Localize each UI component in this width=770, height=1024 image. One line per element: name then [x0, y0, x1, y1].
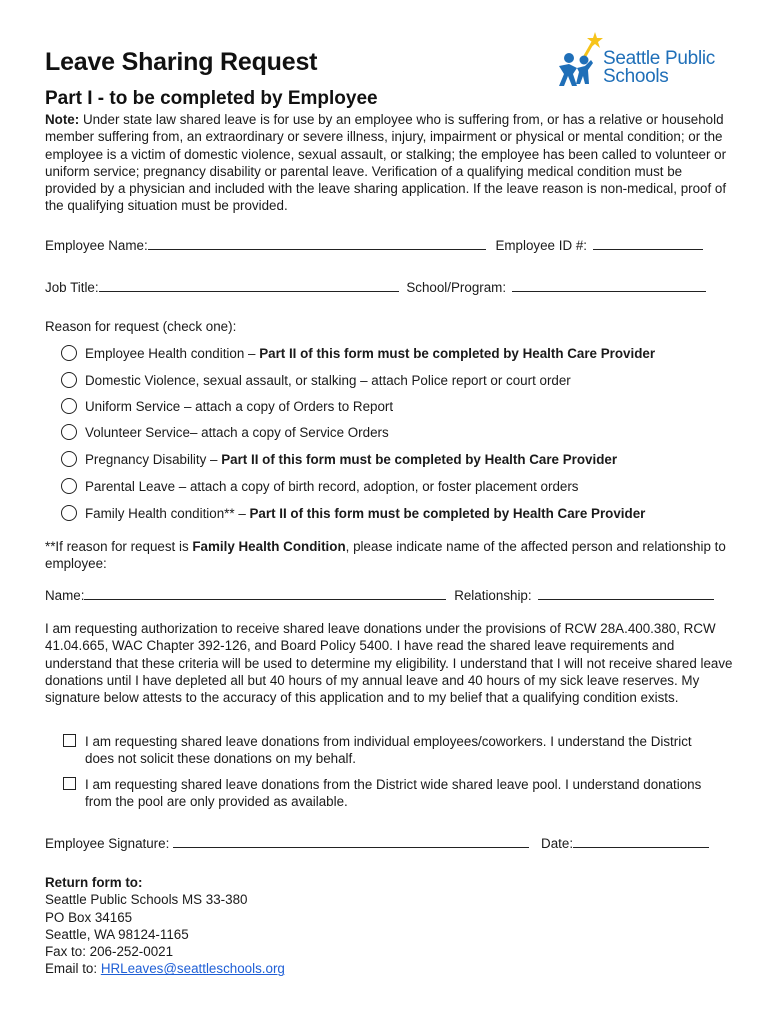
leave-sharing-form — [45, 0, 735, 1024]
reason-option-employee-health[interactable]: Employee Health condition – Part II of this form must be completed by Health Care Provider — [61, 345, 655, 361]
return-line-2: PO Box 34165 — [45, 909, 133, 925]
date-label: Date: — [541, 836, 574, 851]
school-program-field[interactable] — [512, 279, 706, 292]
job-title-label: Job Title: — [45, 280, 99, 295]
email-link[interactable]: HRLeaves@seattleschools.org — [100, 961, 285, 977]
checkbox-individual-donations[interactable]: I am requesting shared leave donations from individual employees/coworkers. I understand the District does not solicit these donations on my behalf. — [63, 733, 723, 768]
reason-option-domestic-violence[interactable]: Domestic Violence, sexual assault, or stalking – attach Police report or court order — [61, 372, 571, 388]
seattle-public-schools-logo — [555, 30, 725, 94]
employee-id-label: Employee ID #: — [495, 238, 587, 253]
radio-button[interactable] — [61, 478, 77, 494]
signature-row — [45, 835, 709, 851]
radio-button[interactable] — [61, 345, 77, 361]
checkbox[interactable] — [63, 777, 76, 790]
radio-button[interactable] — [61, 505, 77, 521]
radio-button[interactable] — [61, 398, 77, 414]
return-line-1: Seattle Public Schools MS 33-380 — [45, 892, 248, 908]
reason-option-uniform-service[interactable]: Uniform Service – attach a copy of Orders to Report — [61, 398, 393, 414]
return-email-row: Email to: HRLeaves@seattleschools.org — [45, 961, 285, 977]
return-address-block — [45, 874, 285, 978]
return-fax: Fax to: 206-252-0021 — [45, 944, 174, 960]
reason-option-family-health[interactable]: Family Health condition** – Part II of this form must be completed by Health Care Provider — [61, 505, 645, 521]
employee-name-field[interactable] — [148, 237, 486, 250]
checkbox[interactable] — [63, 734, 76, 747]
employee-name-label: Employee Name: — [45, 238, 148, 253]
reason-heading: Reason for request (check one): — [45, 319, 237, 334]
relationship-label: Relationship: — [454, 588, 532, 603]
signature-label: Employee Signature: — [45, 836, 170, 851]
date-field[interactable] — [573, 835, 709, 848]
employee-name-row — [45, 237, 703, 253]
return-line-3: Seattle, WA 98124-1165 — [45, 926, 189, 942]
name-label: Name: — [45, 588, 85, 603]
family-health-note: **If reason for request is Family Health Condition, please indicate name of the affected person and relationship to employee: — [45, 539, 726, 572]
return-heading: Return form to: — [45, 875, 143, 890]
radio-button[interactable] — [61, 372, 77, 388]
authorization-paragraph: I am requesting authorization to receive shared leave donations under the provisions of RCW 28A.400.380, RCW 41.04.665, WAC Chapter 392-126, and Board Policy 5400. I have read the shared leave requirements and understand that these criteria will be used to determine my eligibility. I understand that I will not receive shared leave donations until I have depleted all but 40 hours of my annual leave and 40 hours of my sick leave reserves. My signature below attests to the accuracy of this application and to my belief that a qualifying condition exists. — [45, 621, 733, 706]
note-paragraph — [45, 111, 737, 215]
logo-wordmark: Seattle Public Schools — [603, 48, 715, 87]
logo-figures-icon — [555, 30, 605, 94]
note-text: Under state law shared leave is for use by an employee who is suffering from, or has a relative or household member suffering from, an extraordinary or severe illness, injury, impairment or physical or mental condition; or the employee is a victim of domestic violence, sexual assault, or stalking; the employee has been called to volunteer or uniform service; pregnancy disability or parental leave. Verification of a qualifying medical condition must be provided by a physician and included with the leave sharing application. If the leave reason is non-medical, proof of the qualifying situation must be provided. — [45, 112, 727, 214]
employee-id-field[interactable] — [593, 237, 703, 250]
name-field[interactable] — [84, 587, 446, 600]
radio-button[interactable] — [61, 451, 77, 467]
relationship-field[interactable] — [538, 587, 714, 600]
part-one-heading: Part I - to be completed by Employee — [45, 88, 378, 109]
note-label: Note: — [45, 112, 80, 127]
reason-option-volunteer-service[interactable]: Volunteer Service– attach a copy of Service Orders — [61, 424, 389, 440]
job-title-row — [45, 279, 706, 295]
reason-option-parental-leave[interactable]: Parental Leave – attach a copy of birth record, adoption, or foster placement orders — [61, 478, 579, 494]
page-title: Leave Sharing Request — [45, 48, 318, 76]
school-program-label: School/Program: — [406, 280, 507, 295]
signature-field[interactable] — [173, 835, 529, 848]
reason-option-pregnancy-disability[interactable]: Pregnancy Disability – Part II of this form must be completed by Health Care Provider — [61, 451, 617, 467]
radio-button[interactable] — [61, 424, 77, 440]
name-relationship-row — [45, 587, 714, 603]
job-title-field[interactable] — [99, 279, 399, 292]
checkbox-district-pool[interactable]: I am requesting shared leave donations from the District wide shared leave pool. I understand donations from the pool are only provided as available. — [63, 776, 723, 811]
